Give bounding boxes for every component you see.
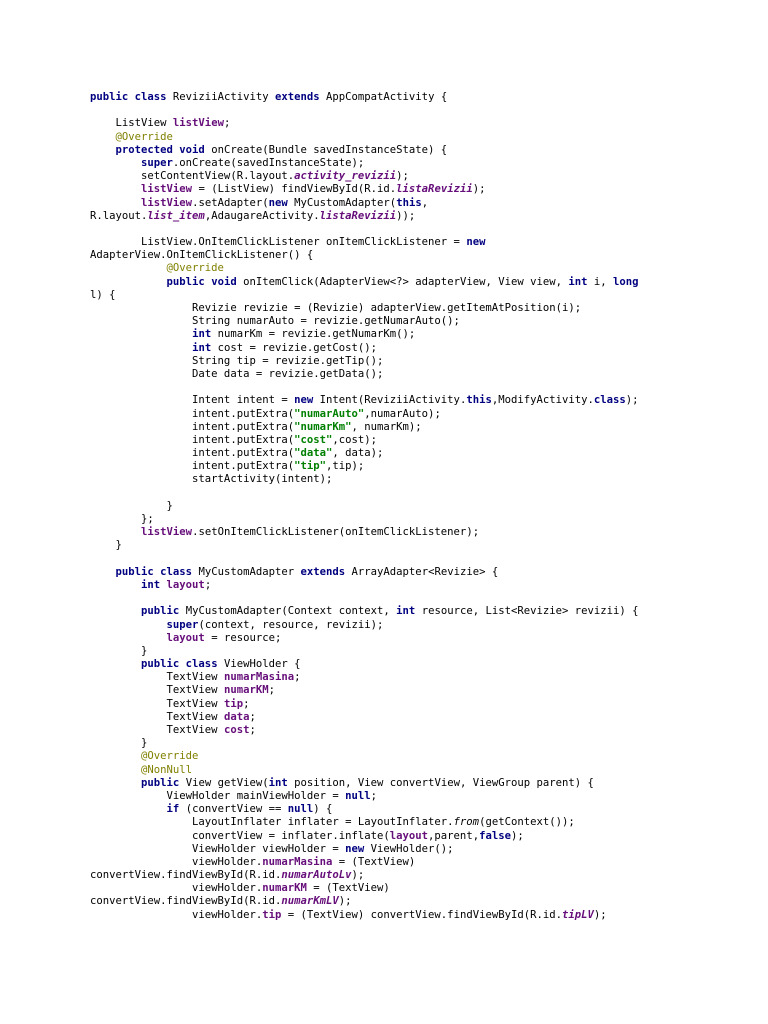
code-line <box>90 355 750 368</box>
code-token: public <box>141 605 186 618</box>
code-token: intent.putExtra( <box>90 447 295 460</box>
code-line <box>90 566 750 579</box>
code-line <box>90 328 750 341</box>
code-token: .setOnItemClickListener(onItemClickListener); <box>192 526 480 539</box>
code-token: extends <box>300 565 352 578</box>
code-token: cost <box>223 724 250 736</box>
code-token: numarKM <box>262 882 307 895</box>
code-line <box>90 289 750 302</box>
code-token: ); <box>396 170 409 183</box>
code-token: numarMasina <box>262 855 333 868</box>
code-token: protected void <box>115 143 212 156</box>
code-token: listaRevizii <box>396 183 473 196</box>
code-token: int <box>192 341 218 354</box>
code-line <box>90 605 750 618</box>
code-token: layout <box>389 829 429 842</box>
code-token: TextView <box>90 697 224 710</box>
code-token: MyCustomAdapter <box>198 565 301 578</box>
code-token: Revizie revizie = (Revizie) adapterView.getItemAtPosition(i); <box>90 302 582 314</box>
code-line <box>90 684 750 697</box>
code-line <box>90 513 750 526</box>
code-line <box>90 777 750 790</box>
code-token: this <box>466 394 492 407</box>
code-token: ,AdaugareActivity. <box>204 209 320 222</box>
code-line <box>90 236 750 249</box>
code-token: new <box>294 394 320 407</box>
code-token: int <box>268 776 295 789</box>
code-token: ,ModifyActivity. <box>491 394 594 407</box>
code-token: numarKM <box>223 684 269 697</box>
code-token: Intent(ReviziiActivity. <box>319 394 467 407</box>
code-token: activity_revizii <box>294 170 397 183</box>
code-token <box>90 328 192 340</box>
code-token: )); <box>396 209 416 222</box>
code-token: new <box>345 842 371 855</box>
code-token: ViewHolder mainViewHolder = <box>90 789 346 802</box>
code-line <box>90 592 750 605</box>
code-line <box>90 434 750 447</box>
code-line <box>90 698 750 711</box>
code-token: long <box>613 275 639 288</box>
code-line <box>90 460 750 473</box>
code-token <box>90 157 141 169</box>
code-token: int <box>192 328 218 341</box>
code-token: "numarKm" <box>294 420 352 433</box>
code-line <box>90 856 750 869</box>
code-token: AdapterView.OnItemClickListener() { <box>90 249 314 262</box>
code-token: ); <box>625 394 639 407</box>
code-token: public void <box>166 275 244 288</box>
code-token: i, <box>593 275 614 288</box>
code-token: ; <box>249 710 256 723</box>
code-token: false <box>479 829 511 842</box>
code-token: View getView( <box>185 776 269 789</box>
code-token: ); <box>338 895 352 908</box>
code-line <box>90 724 750 737</box>
code-token: } <box>90 737 148 750</box>
code-line <box>90 658 750 671</box>
code-token: } <box>90 644 148 657</box>
code-token: viewHolder. <box>90 855 263 868</box>
code-token <box>90 777 141 789</box>
code-token: AppCompatActivity { <box>326 91 448 103</box>
code-token <box>90 144 116 156</box>
code-token: list_item <box>147 209 205 222</box>
code-line <box>90 381 750 394</box>
code-line <box>90 223 750 236</box>
code-line <box>90 909 750 922</box>
code-line <box>90 711 750 724</box>
code-token: if <box>166 803 186 816</box>
code-token: ArrayAdapter<Revizie> { <box>351 565 499 578</box>
code-token: int <box>396 605 422 618</box>
code-token: public <box>141 776 186 789</box>
code-token: super <box>166 618 199 631</box>
code-line <box>90 895 750 908</box>
code-line <box>90 843 750 856</box>
code-token: ) { <box>313 803 333 816</box>
code-token: null <box>345 789 371 802</box>
code-token: cost = revizie.getCost(); <box>217 341 378 354</box>
code-line <box>90 803 750 816</box>
code-token: (context, resource, revizii); <box>198 618 384 631</box>
code-token <box>90 526 141 538</box>
code-token <box>90 183 141 195</box>
code-token: intent.putExtra( <box>90 420 295 433</box>
code-token: "cost" <box>294 433 333 446</box>
code-line <box>90 394 750 407</box>
code-line <box>90 750 750 763</box>
code-token: ; <box>204 578 212 591</box>
code-token: @Override <box>90 130 173 143</box>
code-token: .setAdapter( <box>192 196 269 209</box>
code-token: int <box>568 275 594 288</box>
code-token: null <box>287 803 314 816</box>
code-line <box>90 645 750 658</box>
code-line <box>90 790 750 803</box>
code-token: data <box>223 710 250 723</box>
code-token: ViewHolder viewHolder = <box>90 842 346 855</box>
code-token: new <box>268 196 295 209</box>
code-line <box>90 302 750 315</box>
code-token: ViewHolder { <box>223 658 301 671</box>
code-token: intent.putExtra( <box>90 407 295 420</box>
code-line <box>90 197 750 210</box>
code-line <box>90 276 750 289</box>
code-token: ListView.OnItemClickListener onItemClickListener = <box>90 236 467 249</box>
code-token: tip <box>262 908 282 921</box>
code-token <box>90 276 167 288</box>
code-token: ); <box>472 183 486 196</box>
code-token: = (TextView) <box>332 855 416 868</box>
code-token: MyCustomAdapter(Context context, <box>185 605 397 618</box>
code-token: = resource; <box>204 631 282 644</box>
code-token: tip <box>223 697 244 710</box>
code-token: ; <box>223 117 231 130</box>
code-token: "numarAuto" <box>294 407 365 420</box>
code-token: ListView <box>90 117 173 130</box>
code-token: MyCustomAdapter( <box>294 196 397 209</box>
code-token: } <box>90 499 173 512</box>
code-token: ,tip); <box>326 460 365 473</box>
code-token <box>90 619 167 631</box>
code-token: listView <box>172 117 224 130</box>
code-token: TextView <box>90 671 224 684</box>
code-line <box>90 421 750 434</box>
code-line <box>90 117 750 130</box>
code-token: startActivity(intent); <box>90 473 333 486</box>
code-token: ; <box>249 724 256 736</box>
code-token: listView <box>141 183 193 196</box>
code-line <box>90 487 750 500</box>
code-token: numarKmLV <box>281 895 339 908</box>
code-token: ; <box>268 684 275 697</box>
code-token: position, View convertView, ViewGroup parent) { <box>294 776 594 789</box>
code-line <box>90 526 750 539</box>
code-line <box>90 671 750 684</box>
code-token: listView <box>141 526 193 539</box>
code-line <box>90 632 750 645</box>
code-line <box>90 737 750 750</box>
code-token <box>90 605 141 617</box>
code-line <box>90 91 750 104</box>
code-token: Date data = revizie.getData(); <box>90 367 384 380</box>
code-token: from <box>453 816 480 829</box>
code-token <box>90 566 116 578</box>
code-token: viewHolder. <box>90 882 263 895</box>
code-token: new <box>466 236 486 249</box>
code-token <box>90 197 141 209</box>
code-token: = (ListView) findViewById(R.id. <box>192 183 397 196</box>
code-token: setContentView(R.layout. <box>90 170 295 183</box>
code-listing <box>90 91 750 922</box>
code-token: ,cost); <box>332 433 378 446</box>
code-line <box>90 262 750 275</box>
code-token: numarKm = revizie.getNumarKm(); <box>217 328 416 341</box>
code-line <box>90 447 750 460</box>
code-token: convertView.findViewById(R.id. <box>90 895 282 908</box>
code-line <box>90 170 750 183</box>
code-token: ; <box>294 671 301 684</box>
code-token: onCreate(Bundle savedInstanceState) { <box>211 143 448 156</box>
code-line <box>90 579 750 592</box>
code-token: , numarKm); <box>351 420 422 433</box>
code-token <box>90 579 141 591</box>
code-token: (getContext()); <box>479 816 575 829</box>
code-token: intent.putExtra( <box>90 460 295 473</box>
code-line <box>90 553 750 566</box>
code-token: }; <box>90 513 154 525</box>
code-token: resource, List<Revizie> revizii) { <box>421 605 639 618</box>
code-line <box>90 183 750 196</box>
code-line <box>90 500 750 513</box>
code-token: } <box>90 539 122 552</box>
code-token: public class <box>90 91 173 103</box>
code-token <box>90 342 192 354</box>
code-token: @Override <box>90 262 224 275</box>
code-token: Intent intent = <box>90 394 295 407</box>
code-token <box>90 803 167 815</box>
code-token: ; <box>243 697 250 710</box>
code-line <box>90 869 750 882</box>
code-token: super <box>141 156 173 169</box>
code-line <box>90 408 750 421</box>
code-line <box>90 144 750 157</box>
code-line <box>90 315 750 328</box>
code-line <box>90 368 750 381</box>
code-token: "data" <box>294 447 333 460</box>
code-token: int <box>141 578 167 591</box>
code-token: this <box>396 196 422 209</box>
code-line <box>90 830 750 843</box>
code-line <box>90 539 750 552</box>
code-token: TextView <box>90 684 224 697</box>
code-token: = (TextView) convertView.findViewById(R.id. <box>281 908 562 921</box>
code-token: ,parent, <box>428 829 480 842</box>
code-token: , <box>421 196 429 209</box>
code-line <box>90 342 750 355</box>
code-token: public class <box>115 565 199 578</box>
code-token: String tip = revizie.getTip(); <box>90 354 384 367</box>
code-token: intent.putExtra( <box>90 433 295 446</box>
code-token: tipLV <box>562 908 594 921</box>
code-token: TextView <box>90 710 224 723</box>
code-line <box>90 764 750 777</box>
code-token: convertView.findViewById(R.id. <box>90 869 282 882</box>
code-token: .onCreate(savedInstanceState); <box>172 156 365 169</box>
code-token: ,numarAuto); <box>364 407 441 420</box>
code-token: String numarAuto = revizie.getNumarAuto(); <box>90 315 460 328</box>
code-token: ReviziiActivity <box>172 91 275 103</box>
code-line <box>90 816 750 829</box>
code-line <box>90 249 750 262</box>
code-token: TextView <box>90 724 224 736</box>
code-token: extends <box>274 91 327 103</box>
code-line <box>90 619 750 632</box>
code-token: R.layout. <box>90 209 148 222</box>
code-token: (convertView == <box>185 803 288 816</box>
code-line <box>90 104 750 117</box>
code-token: layout <box>166 578 205 591</box>
code-token: listView <box>141 196 193 209</box>
code-token: convertView = inflater.inflate( <box>90 829 390 842</box>
code-token: public class <box>141 658 224 671</box>
code-line <box>90 157 750 170</box>
code-token: l) { <box>90 288 116 301</box>
code-token: ); <box>351 869 365 882</box>
code-token: ); <box>593 908 607 921</box>
code-token: @Override <box>90 750 199 763</box>
code-line <box>90 882 750 895</box>
code-token: ViewHolder(); <box>370 842 454 855</box>
code-token: onItemClick(AdapterView<?> adapterView, View view, <box>243 275 569 288</box>
code-line <box>90 210 750 223</box>
code-token: viewHolder. <box>90 908 263 921</box>
code-token <box>90 632 167 644</box>
code-token: ); <box>510 829 524 842</box>
code-token: ; <box>370 789 378 802</box>
code-line <box>90 131 750 144</box>
code-token <box>90 658 141 670</box>
code-token: "tip" <box>294 460 326 473</box>
code-token: class <box>593 394 626 407</box>
code-token: listaRevizii <box>319 209 397 222</box>
code-token: @NonNull <box>90 763 193 776</box>
code-token: LayoutInflater inflater = LayoutInflater. <box>90 816 454 829</box>
code-token: layout <box>166 631 205 644</box>
code-token: numarMasina <box>223 671 295 684</box>
code-token: = (TextView) <box>306 882 390 895</box>
code-token: , data); <box>332 447 384 460</box>
code-line <box>90 473 750 486</box>
code-token: numarAutoLv <box>281 869 352 882</box>
